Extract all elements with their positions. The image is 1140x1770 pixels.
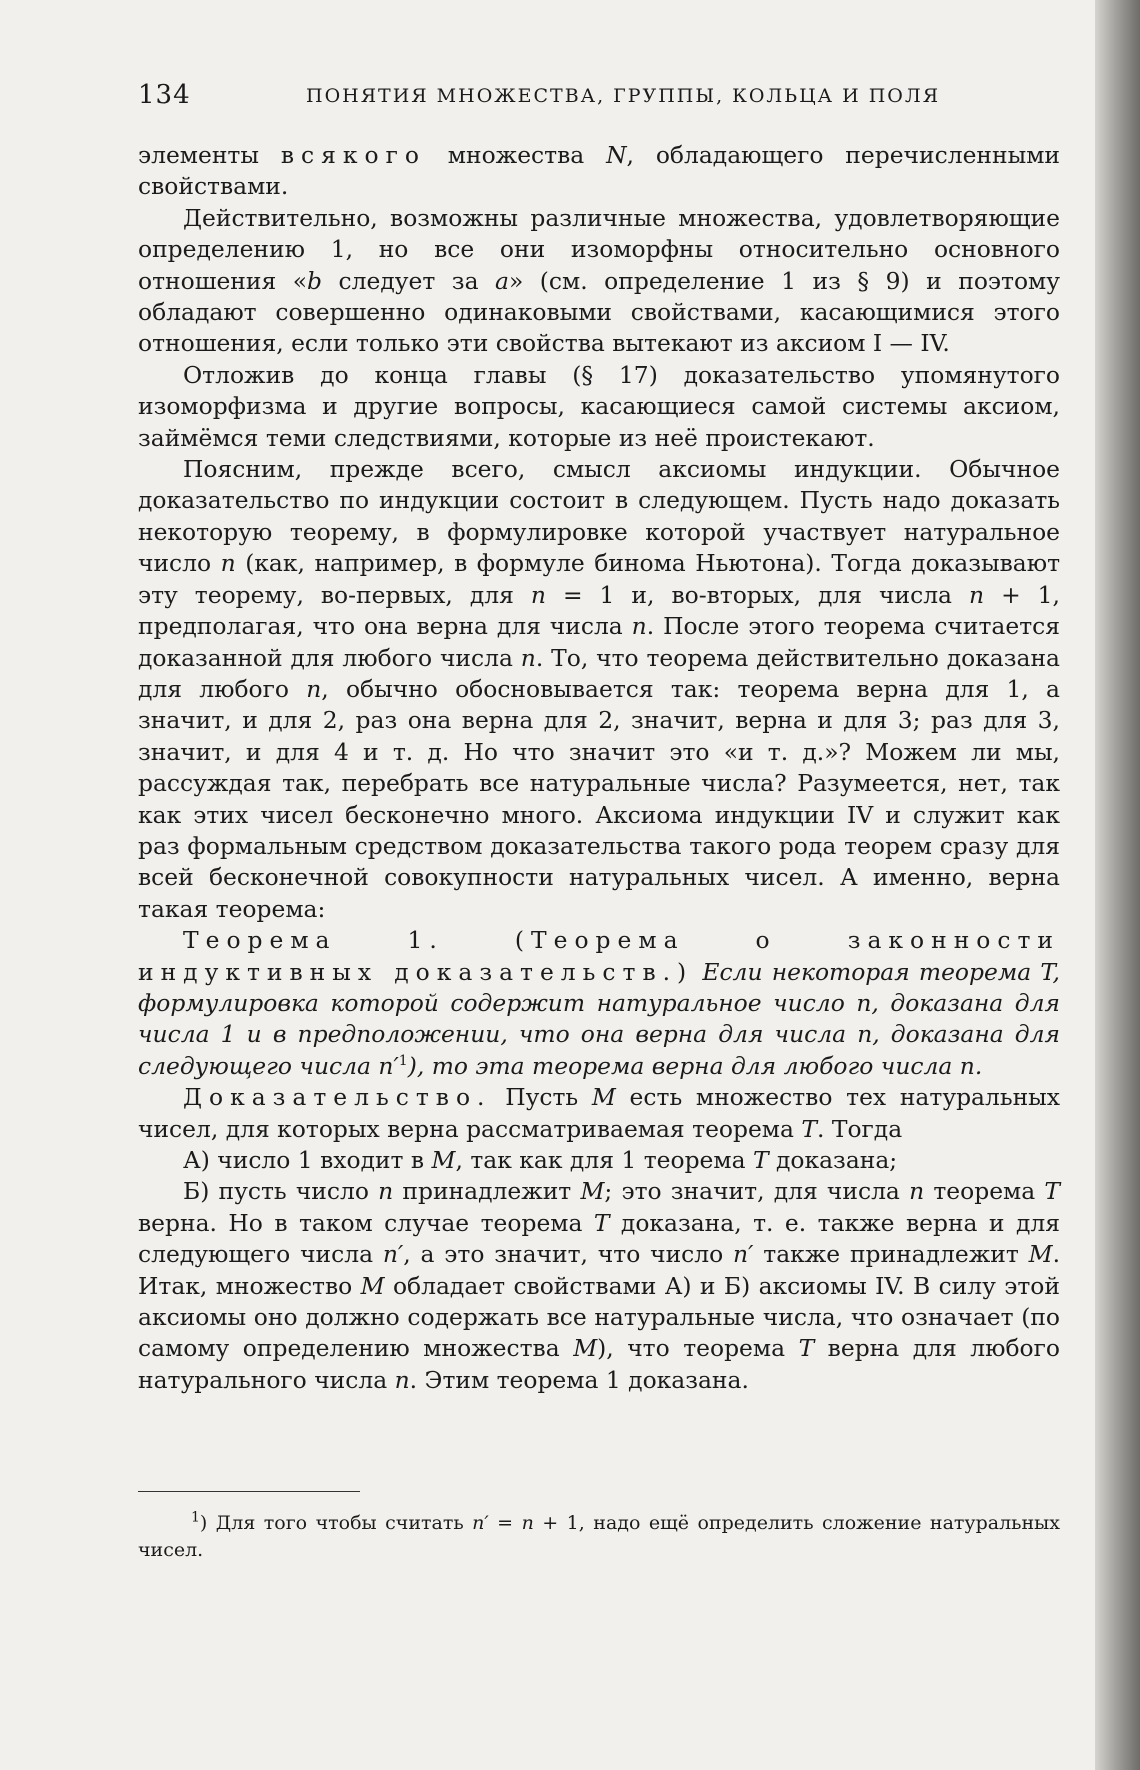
paragraph: элементы всякого множества N, обладающего перечисленными свойствами. bbox=[138, 141, 1060, 201]
footnote-marker: 1 bbox=[191, 1509, 200, 1526]
footnote-ref[interactable]: 1 bbox=[398, 1052, 408, 1069]
footnote-divider bbox=[138, 1491, 360, 1492]
paragraph: Отложив до конца главы (§ 17) доказательство упомянутого изоморфизма и другие вопросы, касающиеся самой системы аксиом, займёмся теми следствиями, которые из неё проистекают. bbox=[138, 360, 1060, 452]
proof-item-b: Б) пусть число n принадлежит M; это значит, для числа n теорема T верна. Но в таком случае теорема T доказана, т. е. также верна и для следующего числа n′, а это значит, что число n′ также принадлежит M. Итак, множество M обладает свойствами А) и Б) аксиомы IV. В силу этой аксиомы оно должно содержать все натуральные числа, что означает (по самому определению множества M), что теорема T верна для любого натурального числа n. Этим теорема 1 доказана. bbox=[138, 1177, 1060, 1394]
proof: Доказательство. Пусть M есть множество тех натуральных чисел, для которых верна рассматриваемая теорема T. Тогда bbox=[138, 1083, 1060, 1143]
page-number: 134 bbox=[138, 80, 191, 110]
paragraph: Поясним, прежде всего, смысл аксиомы индукции. Обычное доказательство по индукции состоит в следующем. Пусть надо доказать некоторую теорему, в формулировке которой участвует натуральное число n (как, например, в формуле бинома Ньютона). Тогда доказывают эту теорему, во-первых, для n = 1 и, во-вторых, для числа n + 1, предполагая, что она верна для числа n. После этого теорема считается доказанной для любого числа n. То, что теорема действительно доказана для любого n, обычно обосновывается так: теорема верна для 1, а значит, и для 2, раз она верна для 2, значит, верна и для 3; раз для 3, значит, и для 4 и т. д. Но что значит это «и т. д.»? Можем ли мы, рассуждая так, перебрать все натуральные числа? Разумеется, нет, так как этих чисел бесконечно много. Аксиома индукции IV и служит как раз формальным средством доказательства такого рода теорем сразу для всей бесконечной совокупности натуральных чисел. А именно, верна такая теорема: bbox=[138, 455, 1061, 923]
page-binding-shadow bbox=[1095, 0, 1140, 1770]
main-text bbox=[138, 140, 1060, 1396]
theorem-label: Теорема 1. (Теорема о законности индуктивных доказательств.) bbox=[138, 926, 1060, 986]
proof-item-a: А) число 1 входит в M, так как для 1 теорема T доказана; bbox=[183, 1146, 898, 1174]
page-header bbox=[138, 80, 1060, 114]
proof-label: Доказательство. bbox=[183, 1083, 492, 1112]
theorem-1: Теорема 1. (Теорема о законности индуктивных доказательств.) Если некоторая теорема T, формулировка которой содержит натуральное число n, доказана для числа 1 и в предположении, что она верна для числа n, доказана для следующего числа $n'^1$), то эта теорема верна для любого числа n. bbox=[138, 926, 1060, 1080]
footnote: $^1$) Для того чтобы считать n′ = n + 1, надо ещё определить сложение натуральных чисел. bbox=[138, 1509, 1060, 1561]
running-title: ПОНЯТИЯ МНОЖЕСТВА, ГРУППЫ, КОЛЬЦА И ПОЛЯ bbox=[306, 85, 941, 107]
paragraph: Действительно, возможны различные множества, удовлетворяющие определению 1, но все они изоморфны относительно основного отношения «b следует за a» (см. определение 1 из § 9) и поэтому обладают совершенно одинаковыми свойствами, касающимися этого отношения, если только эти свойства вытекают из аксиом I — IV. bbox=[138, 203, 1060, 358]
